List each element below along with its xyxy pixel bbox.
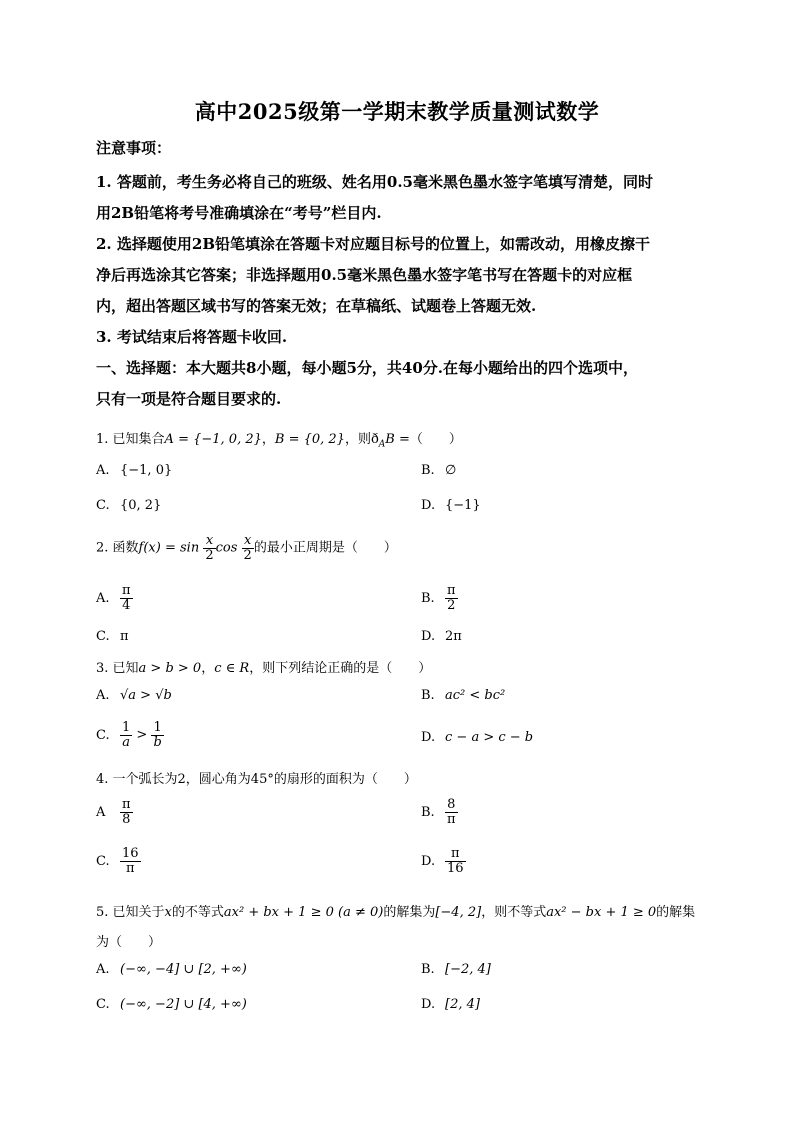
q1-option-a[interactable]: A. {−1, 0} — [96, 463, 173, 478]
q2-option-c[interactable]: C. π — [96, 629, 129, 644]
q2-option-a[interactable]: A. $\frac{\pi}{4}$ — [96, 583, 131, 613]
q2-option-d[interactable]: D. 2π — [421, 629, 462, 644]
notice-line-6: 3. 考试结束后将答题卡收回. — [96, 328, 288, 346]
question-2: 2. 函数f(x) = sin $\frac{x}{2}$ cos $\frac{x}{2}$ 的最小正周期是（ ） — [96, 533, 397, 563]
q3-option-b[interactable]: B. ac² < bc² — [421, 688, 506, 703]
question-5-cont: 为（ ） — [96, 935, 162, 950]
q5-option-d[interactable]: D. [2, 4] — [421, 997, 480, 1012]
notice-line-3: 2. 选择题使用2B铅笔填涂在答题卡对应题目标号的位置上，如需改动，用橡皮擦干 — [96, 235, 651, 253]
q4-option-a[interactable]: A $\frac{\pi}{8}$ — [96, 797, 131, 827]
question-5: 5. 已知关于x的不等式ax² + bx + 1 ≥ 0 (a ≠ 0)的解集为[−4, 2]，则不等式ax² − bx + 1 ≥ 0的解集 — [96, 905, 696, 920]
q3-option-a[interactable]: A. √a > √b — [96, 688, 172, 703]
section-heading-1: 一、选择题：本大题共8小题，每小题5分，共40分.在每小题给出的四个选项中， — [96, 359, 638, 377]
notice-line-2: 用2B铅笔将考号准确填涂在“考号”栏目内. — [96, 204, 382, 222]
question-1: 1. 已知集合A = {−1, 0, 2}，B = {0, 2}，则$ð_AB$ =（ ） — [96, 432, 462, 450]
q2-option-b[interactable]: B. $\frac{\pi}{2}$ — [421, 583, 456, 613]
notice-line-5: 内，超出答题区域书写的答案无效；在草稿纸、试题卷上答题无效. — [96, 297, 537, 315]
q5-option-c[interactable]: C. (−∞, −2] ∪ [4, +∞) — [96, 997, 247, 1012]
exam-title: 高中2025级第一学期末教学质量测试数学 — [194, 99, 600, 124]
q3-option-d[interactable]: D. c − a > c − b — [421, 730, 534, 745]
notice-heading: 注意事项： — [96, 139, 172, 157]
q1-option-c[interactable]: C. {0, 2} — [96, 498, 162, 513]
q1-option-b[interactable]: B. ∅ — [421, 463, 457, 478]
q5-option-a[interactable]: A. (−∞, −4] ∪ [2, +∞) — [96, 962, 247, 977]
q5-option-b[interactable]: B. [−2, 4] — [421, 962, 491, 977]
q1-option-d[interactable]: D. {−1} — [421, 498, 481, 513]
question-4: 4. 一个弧长为2，圆心角为45°的扇形的面积为（ ） — [96, 772, 417, 787]
question-3: 3. 已知a > b > 0，c ∈ R，则下列结论正确的是（ ） — [96, 661, 432, 676]
section-heading-2: 只有一项是符合题目要求的. — [96, 390, 282, 408]
q4-option-d[interactable]: D. $\frac{\pi}{16}$ — [421, 846, 464, 876]
q3-option-c[interactable]: C. $\frac{1}{a}$ > $\frac{1}{b}$ — [96, 720, 162, 750]
notice-line-1: 1. 答题前，考生务必将自己的班级、姓名用0.5毫米黑色墨水签字笔填写清楚，同时 — [96, 173, 653, 191]
q4-option-c[interactable]: C. $\frac{16}{\pi}$ — [96, 846, 139, 876]
notice-line-4: 净后再选涂其它答案；非选择题用0.5毫米黑色墨水签字笔书写在答题卡的对应框 — [96, 266, 633, 284]
q4-option-b[interactable]: B. $\frac{8}{\pi}$ — [421, 797, 456, 827]
